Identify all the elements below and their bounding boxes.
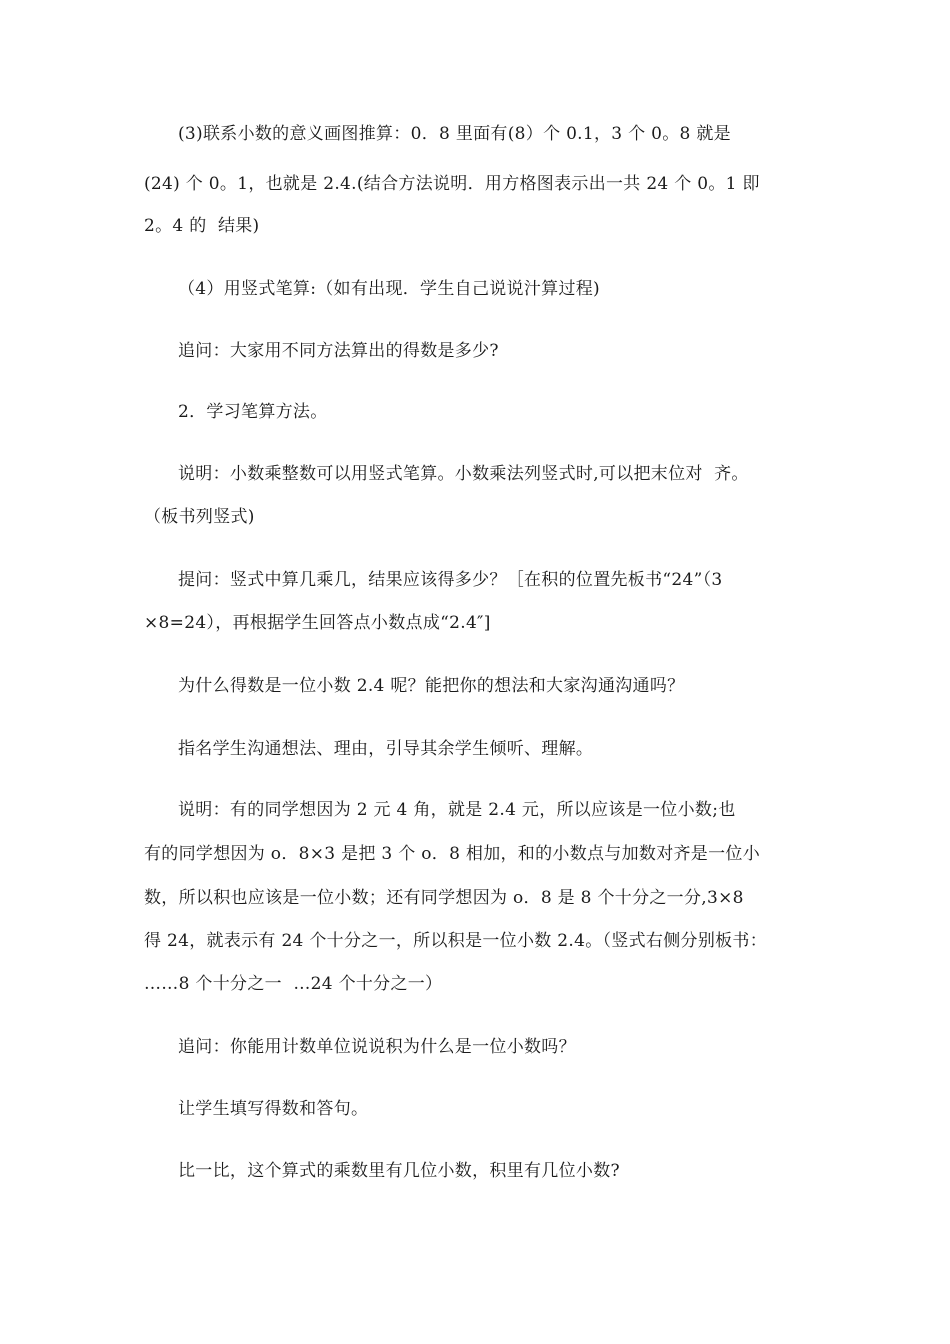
paragraph-line-19: 让学生填写得数和答句。 [178, 1099, 369, 1119]
paragraph-line-16: 得 24，就表示有 24 个十分之一，所以积是一位小数 2.4。（竖式右侧分别板书： [144, 931, 768, 951]
paragraph-line-14: 有的同学想因为 o．8×3 是把 3 个 o．8 相加，和的小数点与加数对齐是一位小 [144, 844, 760, 864]
paragraph-line-12: 指名学生沟通想法、理由，引导其余学生倾听、理解。 [178, 739, 594, 759]
section-heading: 2．学习笔算方法。 [178, 402, 328, 422]
paragraph-line-3: 2。4 的 结果) [144, 216, 260, 236]
paragraph-line-2: (24) 个 0。1，也就是 2.4.(结合方法说明．用方格图表示出一共 24 个 0。1 即 [144, 174, 760, 194]
paragraph-line-18: 追问：你能用计数单位说说积为什么是一位小数吗？ [178, 1037, 576, 1057]
paragraph-line-11: 为什么得数是一位小数 2.4 呢？能把你的想法和大家沟通沟通吗？ [178, 676, 685, 696]
paragraph-line-1: (3)联系小数的意义画图推算：0．8 里面有(8）个 0.1，3 个 0。8 就是 [178, 124, 731, 144]
paragraph-line-7: 说明：小数乘整数可以用竖式笔算。小数乘法列竖式时,可以把末位对 齐。 [178, 464, 749, 484]
paragraph-line-13: 说明：有的同学想因为 2 元 4 角，就是 2.4 元，所以应该是一位小数;也 [178, 800, 736, 820]
paragraph-line-5: 追问：大家用不同方法算出的得数是多少? [178, 341, 499, 361]
paragraph-line-9: 提问：竖式中算几乘几，结果应该得多少？［在积的位置先板书“24”（3 [178, 570, 723, 590]
paragraph-line-8: （板书列竖式) [144, 507, 255, 527]
paragraph-line-15: 数，所以积也应该是一位小数；还有同学想因为 o．8 是 8 个十分之一分,3×8 [144, 888, 744, 908]
paragraph-line-17: ……8 个十分之一 …24 个十分之一） [144, 974, 443, 994]
paragraph-line-4: （4）用竖式笔算:（如有出现．学生自己说说汁算过程) [178, 279, 600, 299]
paragraph-line-10: ×8=24），再根据学生回答点小数点成“2.4″] [144, 613, 491, 633]
paragraph-line-20: 比一比，这个算式的乘数里有几位小数，积里有几位小数? [178, 1161, 620, 1181]
